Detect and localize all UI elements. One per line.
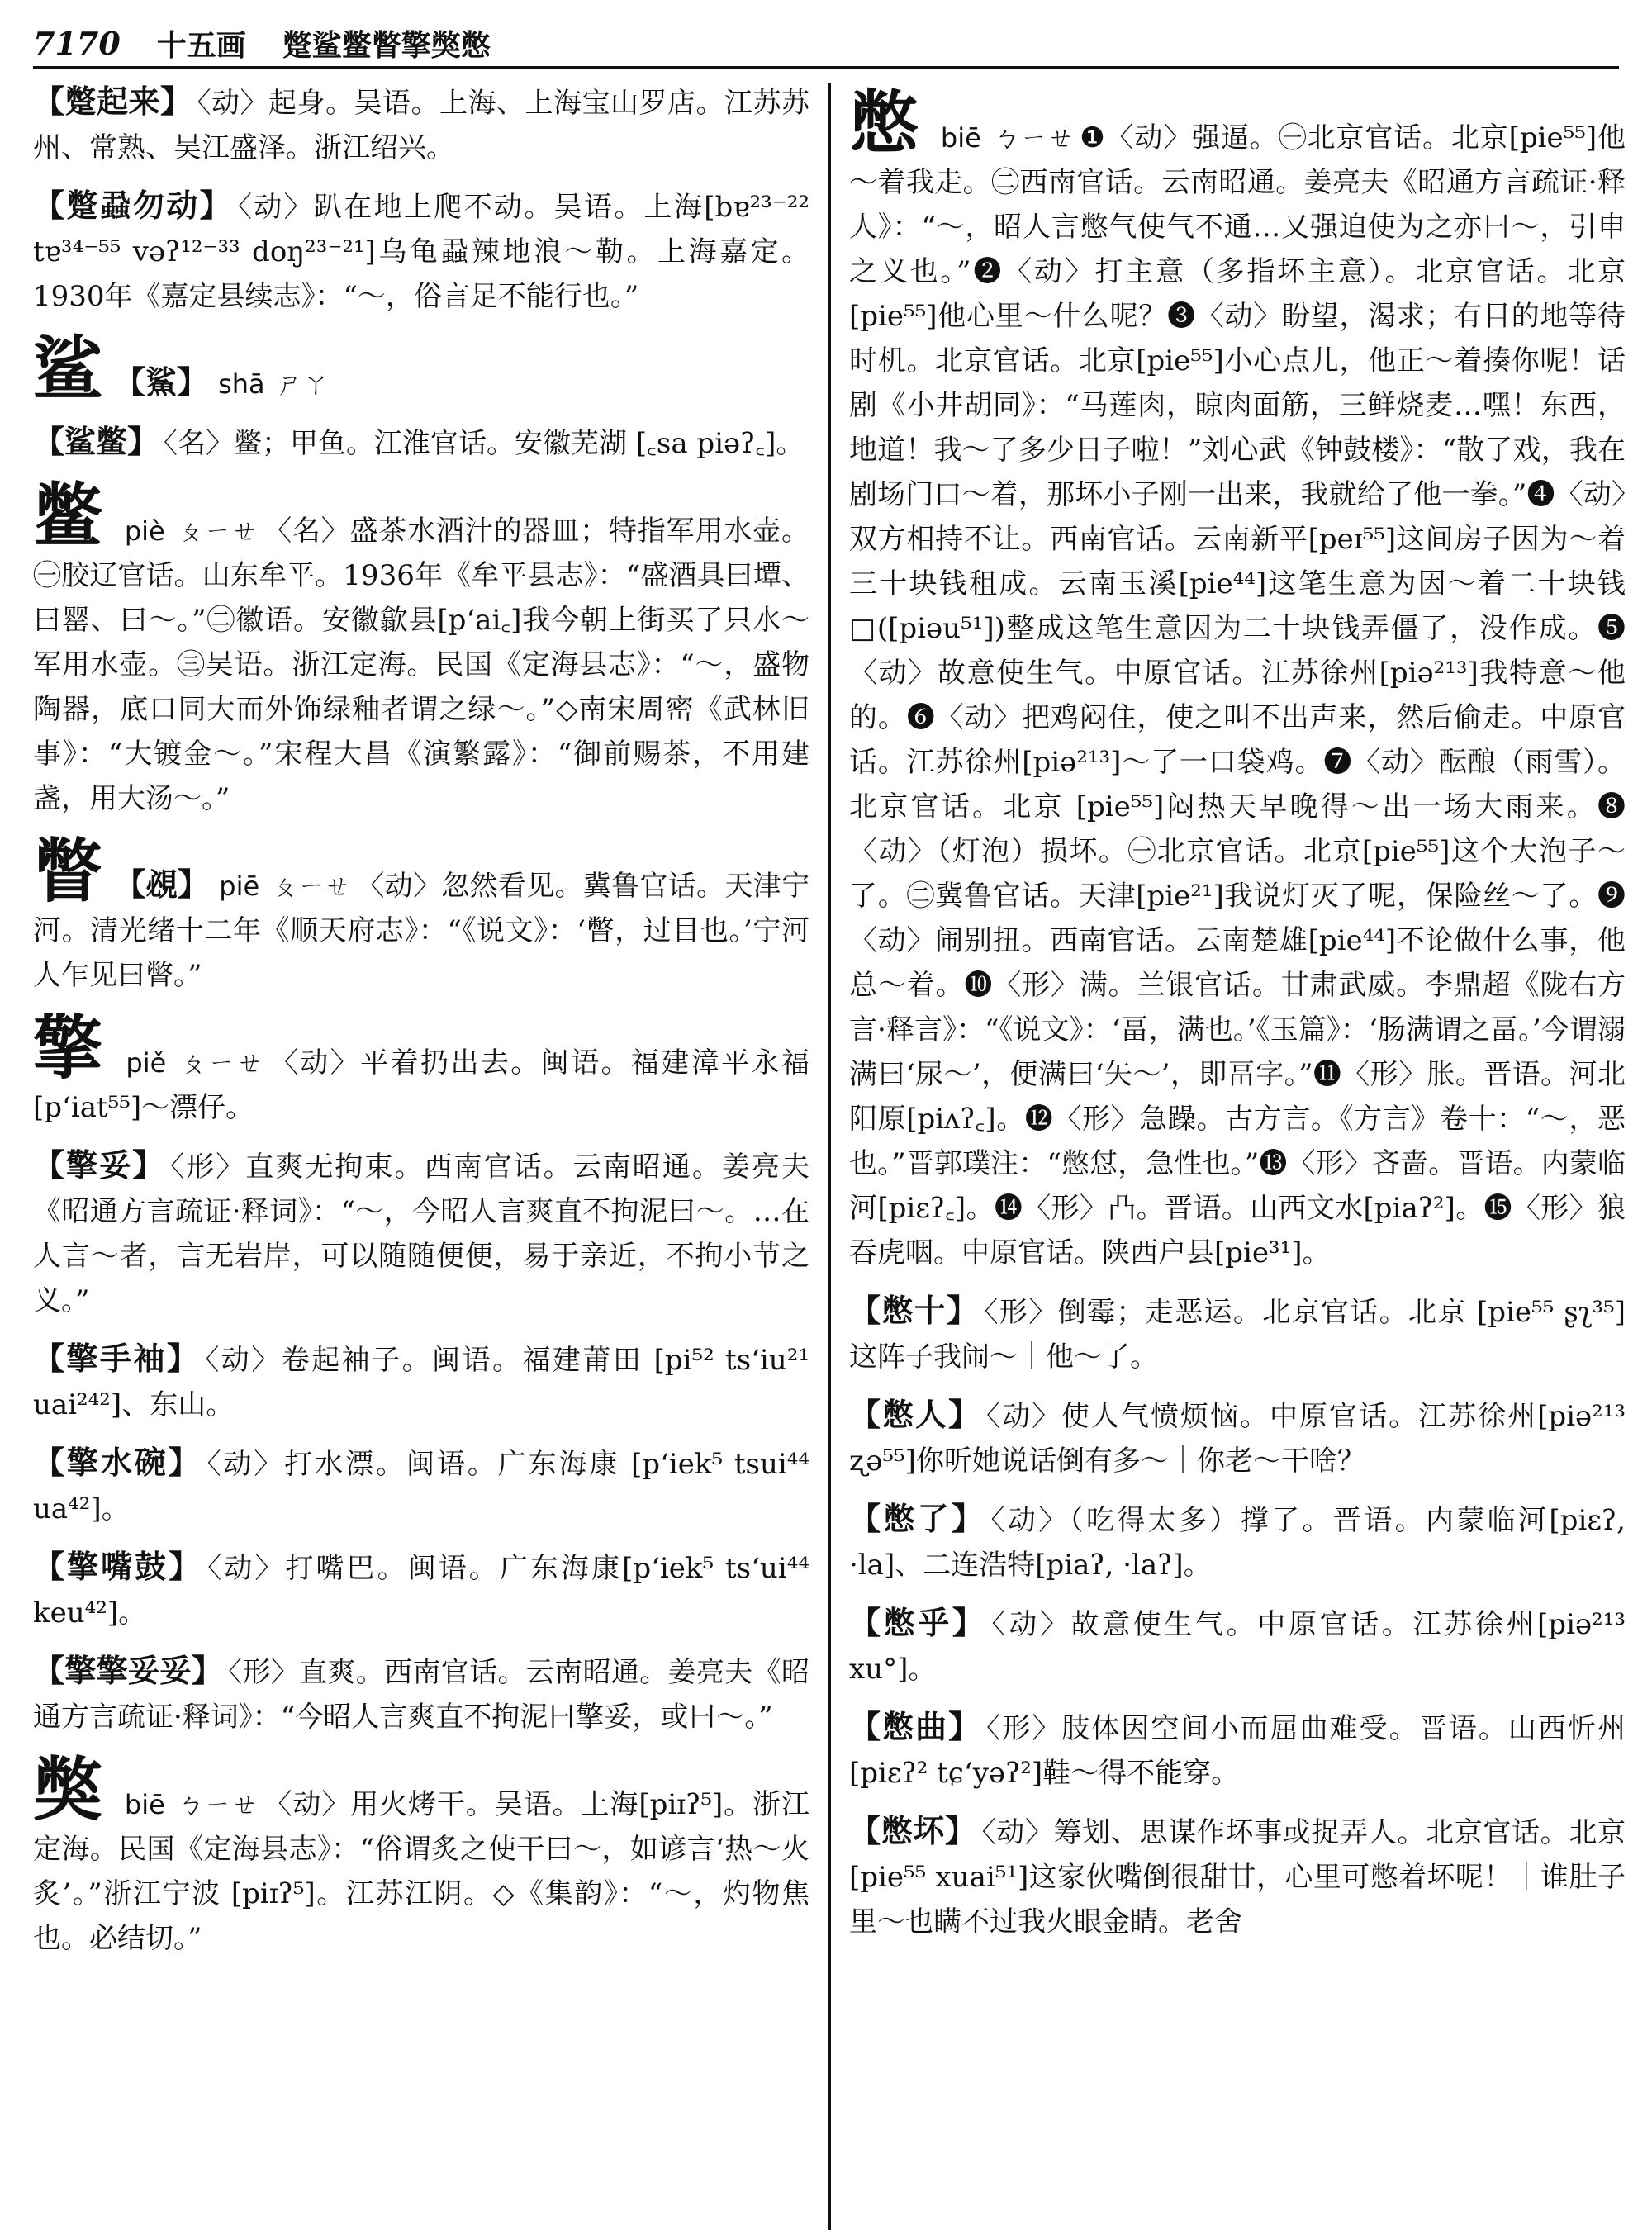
definition-text: 〈动〉趴在地上爬不动。吴语。上海[bɐ²³⁻²² tɐ³⁴⁻⁵⁵ vəʔ¹²⁻³³ doŋ²³⁻²¹]乌龟蝨辣地浪～勒。上海嘉定。1930年《嘉定县续志》：“～，俗言足不能行也。”: [33, 191, 809, 313]
page-number: 7170: [33, 24, 121, 62]
right-column: [849, 79, 1626, 1957]
pinyin: biē: [124, 1789, 165, 1820]
sub-headword: 【 擎妥 】: [33, 1146, 165, 1184]
pinyin: piè: [124, 515, 165, 547]
sub-entry: [849, 1601, 1626, 1691]
headword-char: 鳖: [33, 475, 103, 557]
headword-char: 瞥: [33, 830, 103, 912]
left-column: [33, 79, 809, 1974]
sub-headword: 【 憋十 】: [849, 1292, 980, 1329]
headword-entry: [33, 1748, 809, 1961]
definition-text: 〈动〉打水漂。闽语。广东海康 [p‘iek⁵ tsui⁴⁴ ua⁴²]。: [33, 1448, 809, 1525]
headword-entry: [33, 475, 809, 821]
sub-headword: 【 憋了 】: [849, 1500, 985, 1537]
definition-text: 〈动〉打嘴巴。闽语。广东海康[p‘iek⁵ ts‘ui⁴⁴ keu⁴²]。: [33, 1552, 809, 1630]
headword-char: 鲨: [33, 328, 103, 410]
sub-headword: 【 憋乎 】: [849, 1604, 987, 1641]
pinyin: piě: [126, 1047, 167, 1079]
headword-entry: [33, 830, 809, 998]
definition-text: 〈形〉倒霉；走恶运。北京官话。北京 [pie⁵⁵ ʂʅ³⁵]这阵子我闹～｜他～了。: [849, 1296, 1626, 1374]
sub-headword: 【 擎手袖 】: [33, 1340, 200, 1377]
definition-text: 〈动〉起身。吴语。上海、上海宝山罗店。江苏苏州、常熟、吴江盛泽。浙江绍兴。: [33, 87, 809, 164]
headword-char: 憋: [849, 82, 919, 164]
page-header: [33, 21, 1619, 64]
definition-text: 〈动〉故意使生气。中原官话。江苏徐州[piə²¹³ xu°]。: [849, 1608, 1626, 1686]
definition-text: 〈动〉（吃得太多）撑了。晋语。内蒙临河[piɛʔ, ·la]、二连浩特[piaʔ, ·laʔ]。: [849, 1504, 1626, 1582]
definition-text: 〈名〉盛茶水酒汁的器皿；特指军用水壶。㊀胶辽官话。山东牟平。1936年《牟平县志》：“盛酒具曰墰、曰罂、曰～。”㊁徽语。安徽歙县[p‘ai꜀]我今朝上街买了只水～军用水壶。㊂吴语。浙江定海。民国《定海县志》：“～，盛物陶器，底口同大而外饰绿釉者谓之绿～。”◇南宋周密《武林旧事》：“大镀金～。”宋程大昌《演繁露》：“御前赐茶，不用建盏，用大汤～。”: [33, 515, 809, 815]
definition-text: 〈动〉平着扔出去。闽语。福建漳平永福[p‘iat⁵⁵]～漂仔。: [33, 1046, 809, 1124]
definition-text: 〈动〉用火烤干。吴语。上海[piɪʔ⁵]。浙江定海。民国《定海县志》：“俗谓炙之使干曰～，如谚言‘热～火炙’。”浙江宁波 [piɪʔ⁵]。江苏江阴。◇《集韵》：“～，灼物焦也。必结切。”: [33, 1788, 809, 1955]
zhuyin: ㄆㄧㄝ: [271, 871, 352, 902]
definition-text: 〈名〉鳖；甲鱼。江淮官话。安徽芜湖 [꜀sa piəʔ꜀]。: [164, 427, 805, 460]
definition-text: 〈形〉肢体因空间小而屈曲难受。晋语。山西忻州[piɛʔ² tɕ‘yəʔ²]鞋～得不能穿。: [849, 1712, 1626, 1790]
headword-entry: [33, 328, 809, 410]
definition-text: 〈形〉直爽无拘束。西南官话。云南昭通。姜亮夫《昭通方言疏证·释词》：“～，今昭人言爽直不拘泥曰～。…在人言～者，言无岩岸，可以随随便便，易于亲近，不拘小节之义。”: [33, 1151, 809, 1317]
definition-text: 〈形〉直爽。西南官话。云南昭通。姜亮夫《昭通方言疏证·释词》：“今昭人言爽直不拘泥曰擎妥，或曰～。”: [33, 1656, 809, 1734]
traditional-form: 【 鯊 】: [114, 363, 208, 401]
sub-entry: [849, 1288, 1626, 1379]
sub-headword: 【 蹩蝨勿动 】: [33, 187, 233, 224]
sub-headword: 【 蹩起来 】: [33, 83, 192, 120]
sub-entry: [33, 1143, 809, 1323]
zhuyin: ㄅㄧㄝ: [176, 1789, 259, 1820]
definition-text: 〈动〉卷起袖子。闽语。福建莆田 [pi⁵² ts‘iu²¹ uai²⁴²]、东山。: [33, 1344, 809, 1421]
sub-entry: [33, 183, 809, 319]
sub-headword: 【 憋曲 】: [849, 1708, 981, 1745]
sub-headword: 【 擎擎妥妥 】: [33, 1652, 223, 1689]
header-rule: [33, 66, 1619, 69]
headword-entry: [849, 82, 1626, 1275]
column-divider: [828, 83, 831, 2230]
sub-headword: 【 擎嘴鼓 】: [33, 1548, 202, 1585]
sub-entry: [33, 1440, 809, 1531]
stroke-count: 十五画: [156, 27, 246, 63]
definition-text: 〈动〉使人气愤烦恼。中原官话。江苏徐州[piə²¹³ ʐə⁵⁵]你听她说话倒有多～｜你老～干啥？: [849, 1400, 1626, 1478]
sub-entry: [33, 420, 809, 466]
traditional-form: 【 覕 】: [114, 866, 209, 903]
sub-entry: [849, 1393, 1626, 1483]
sub-headword: 【 擎水碗 】: [33, 1444, 202, 1481]
sub-entry: [849, 1497, 1626, 1587]
sub-headword: 【 憋人 】: [849, 1396, 981, 1433]
sub-headword: 【 鲨鳖 】: [33, 423, 159, 460]
zhuyin: ㄆㄧㄝ: [176, 515, 259, 547]
header-chars: 蹩鲨鳖瞥擎獘憋: [282, 27, 491, 63]
sub-entry: [849, 1809, 1626, 1944]
zhuyin: ㄆㄧㄝ: [178, 1047, 265, 1079]
zhuyin: ㄕㄚ: [276, 368, 330, 400]
sub-entry: [33, 1544, 809, 1635]
sub-entry: [33, 1336, 809, 1427]
pinyin: biē: [940, 122, 981, 154]
headword-char: 擎: [33, 1007, 105, 1089]
sub-entry: [33, 79, 809, 170]
definition-text: 〈动〉忽然看见。冀鲁官话。天津宁河。清光绪十二年《顺天府志》：“《说文》：‘瞥，过目也。’宁河人乍见曰瞥。”: [33, 870, 809, 992]
definition-text: 〈动〉筹划、思谋作坏事或捉弄人。北京官话。北京 [pie⁵⁵ xuai⁵¹]这家伙嘴倒很甜甘，心里可憋着坏呢！｜谁肚子里～也瞒不过我火眼金睛。老舍: [849, 1816, 1626, 1938]
sub-entry: [33, 1649, 809, 1739]
definition-text: ❶〈动〉强逼。㊀北京官话。北京[pie⁵⁵]他～着我走。㊁西南官话。云南昭通。姜亮夫《昭通方言疏证·释人》：“～，昭人言憋气使气不通…又强迫使为之亦曰～，引申之义也。”❷〈动〉打主意（多指坏主意）。北京官话。北京[pie⁵⁵]他心里～什么呢？❸〈动〉盼望，渴求；有目的地等待时机。北京官话。北京[pie⁵⁵]小心点儿，他正～着揍你呢！话剧《小井胡同》：“马莲肉，晾肉面筋，三鲜烧麦…嘿！东西，地道！我～了多少日子啦！”刘心武《钟鼓楼》：“散了戏，我在剧场门口～着，那坏小子刚一出来，我就给了他一拳。”❹〈动〉双方相持不让。西南官话。云南新平[peɪ⁵⁵]这间房子因为～着三十块钱租成。云南玉溪[pie⁴⁴]这笔生意为因～着二十块钱□([piəu⁵¹])整成这笔生意因为二十块钱弄僵了，没作成。❺〈动〉故意使生气。中原官话。江苏徐州[piə²¹³]我特意～他的。❻〈动〉把鸡闷住，使之叫不出声来，然后偷走。中原官话。江苏徐州[piə²¹³]～了一口袋鸡。❼〈动〉酝酿（雨雪）。北京官话。北京 [pie⁵⁵]闷热天早晚得～出一场大雨来。❽〈动〉（灯泡）损坏。㊀北京官话。北京[pie⁵⁵]这个大泡子～了。㊁冀鲁官话。天津[pie²¹]我说灯灭了呢，保险丝～了。❾〈动〉闹别扭。西南官话。云南楚雄[pie⁴⁴]不论做什么事，他总～着。❿〈形〉满。兰银官话。甘肃武威。李鼎超《陇右方言·释言》：“《说文》：‘畐，满也。’《玉篇》：‘肠满谓之畐。’今谓溺满曰‘尿～’，便满曰‘矢～’，即畐字。”⓫〈形〉胀。晋语。河北阳原[piʌʔ꜀]。⓬〈形〉急躁。古方言。《方言》卷十：“～，恶也。”晋郭璞注：“憋怤，急性也。”⓭〈形〉吝啬。晋语。内蒙临河[piɛʔ꜀]。⓮〈形〉凸。晋语。山西文水[piaʔ²]。⓯〈形〉狼吞虎咽。中原官话。陕西户县[pie³¹]。: [849, 121, 1626, 1269]
pinyin: shā: [218, 368, 265, 400]
zhuyin: ㄅㄧㄝ: [992, 122, 1075, 154]
headword-char: 獘: [33, 1748, 103, 1830]
pinyin: piē: [219, 871, 260, 902]
sub-entry: [849, 1705, 1626, 1796]
sub-headword: 【 憋坏 】: [849, 1812, 977, 1849]
headword-entry: [33, 1007, 809, 1130]
